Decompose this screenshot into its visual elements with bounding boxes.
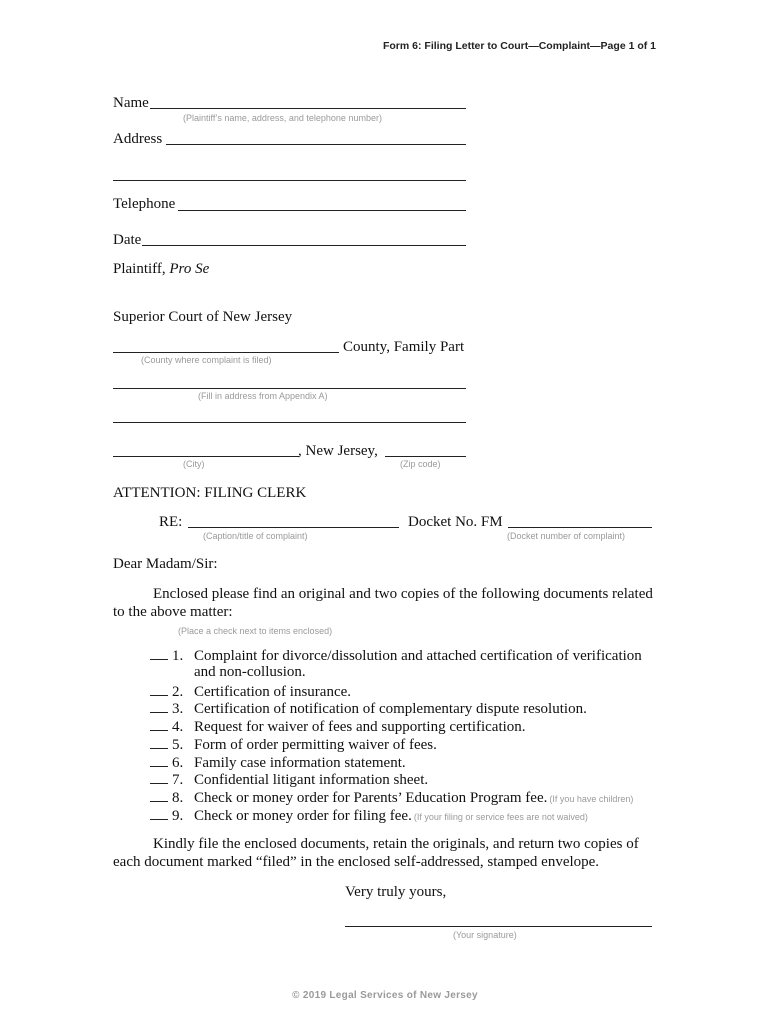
list-item	[150, 645, 642, 665]
docket-field[interactable]	[508, 527, 652, 528]
name-label: Name	[113, 95, 149, 111]
item-number: 4.	[172, 719, 184, 735]
plaintiff-label	[113, 260, 209, 278]
checkbox-blank[interactable]	[150, 645, 168, 660]
address-field-line2[interactable]	[113, 180, 466, 181]
name-hint: (Plaintiff’s name, address, and telephone number)	[183, 113, 382, 123]
item-number: 3.	[172, 701, 184, 717]
item-text: Check or money order for filing fee.	[194, 808, 412, 824]
item-number: 1.	[172, 648, 184, 664]
list-item	[150, 734, 437, 754]
telephone-label: Telephone	[113, 196, 176, 212]
item-number: 5.	[172, 737, 184, 753]
item-text: Check or money order for Parents’ Education Program fee.	[194, 790, 548, 806]
checkbox-blank[interactable]	[150, 787, 168, 802]
city-field[interactable]	[113, 456, 299, 457]
item-text: Certification of notification of complementary dispute resolution.	[194, 701, 587, 717]
court-name: Superior Court of New Jersey	[113, 309, 293, 325]
checkbox-blank[interactable]	[150, 752, 168, 767]
court-address-field-line2[interactable]	[113, 422, 466, 423]
item-hint: (If your filing or service fees are not waived)	[413, 812, 588, 822]
attention-line: ATTENTION: FILING CLERK	[113, 485, 307, 501]
address-field[interactable]	[166, 144, 466, 145]
item-text: Certification of insurance.	[194, 684, 352, 700]
item-hint: (If you have children)	[549, 794, 634, 804]
docket-label: Docket No. FM	[408, 514, 503, 530]
zip-hint: (Zip code)	[400, 459, 441, 469]
county-suffix: County, Family Part	[343, 339, 465, 355]
zip-field[interactable]	[385, 456, 466, 457]
docket-hint: (Docket number of complaint)	[507, 531, 626, 541]
county-hint: (County where complaint is filed)	[141, 355, 272, 365]
check-hint: (Place a check next to items enclosed)	[178, 626, 333, 636]
plaintiff-text: Plaintiff,	[113, 261, 170, 277]
date-label: Date	[113, 232, 142, 248]
re-label: RE:	[159, 514, 183, 530]
caption-hint: (Caption/title of complaint)	[203, 531, 308, 541]
signature-field[interactable]	[345, 926, 652, 927]
item-text-continuation: and non-collusion.	[194, 664, 306, 680]
item-number: 8.	[172, 790, 184, 806]
item-number: 2.	[172, 684, 184, 700]
list-item	[150, 769, 428, 789]
form-title: Form 6: Filing Letter to Court—Complaint—Page 1 of 1	[382, 40, 656, 52]
court-address-field[interactable]	[113, 388, 466, 389]
state-text: , New Jersey,	[298, 443, 378, 459]
intro-line-1: Enclosed please find an original and two copies of the following documents related	[153, 586, 653, 602]
checkbox-blank[interactable]	[150, 805, 168, 820]
checkbox-blank[interactable]	[150, 716, 168, 731]
footer-copyright: © 2019 Legal Services of New Jersey	[292, 990, 478, 1001]
list-item	[150, 716, 526, 736]
item-text: Form of order permitting waiver of fees.	[194, 737, 437, 753]
list-item	[150, 805, 588, 826]
date-field[interactable]	[142, 245, 466, 246]
caption-field[interactable]	[188, 527, 399, 528]
checkbox-blank[interactable]	[150, 698, 168, 713]
item-number: 6.	[172, 755, 184, 771]
salutation: Dear Madam/Sir:	[113, 556, 218, 572]
pro-se-text: Pro Se	[169, 261, 210, 277]
checkbox-blank[interactable]	[150, 681, 168, 696]
item-text: Request for waiver of fees and supporting certification.	[194, 719, 526, 735]
signature-hint: (Your signature)	[453, 930, 517, 940]
closing-line-1: Kindly file the enclosed documents, retain the originals, and return two copies of	[153, 836, 639, 852]
checkbox-blank[interactable]	[150, 734, 168, 749]
address-label: Address	[113, 131, 163, 147]
item-text: Confidential litigant information sheet.	[194, 772, 429, 788]
item-number: 7.	[172, 772, 184, 788]
court-address-hint: (Fill in address from Appendix A)	[198, 391, 328, 401]
telephone-field[interactable]	[178, 210, 466, 211]
county-field[interactable]	[113, 352, 339, 353]
city-hint: (City)	[183, 459, 205, 469]
intro-line-2: to the above matter:	[113, 604, 233, 620]
list-item	[150, 698, 587, 718]
item-number: 9.	[172, 808, 184, 824]
name-field[interactable]	[150, 108, 466, 109]
item-text: Complaint for divorce/dissolution and attached certification of verification	[194, 648, 642, 664]
closing-line-2: each document marked “filed” in the enclosed self-addressed, stamped envelope.	[113, 854, 600, 870]
valediction: Very truly yours,	[345, 884, 447, 900]
item-text: Family case information statement.	[194, 755, 406, 771]
checkbox-blank[interactable]	[150, 769, 168, 784]
